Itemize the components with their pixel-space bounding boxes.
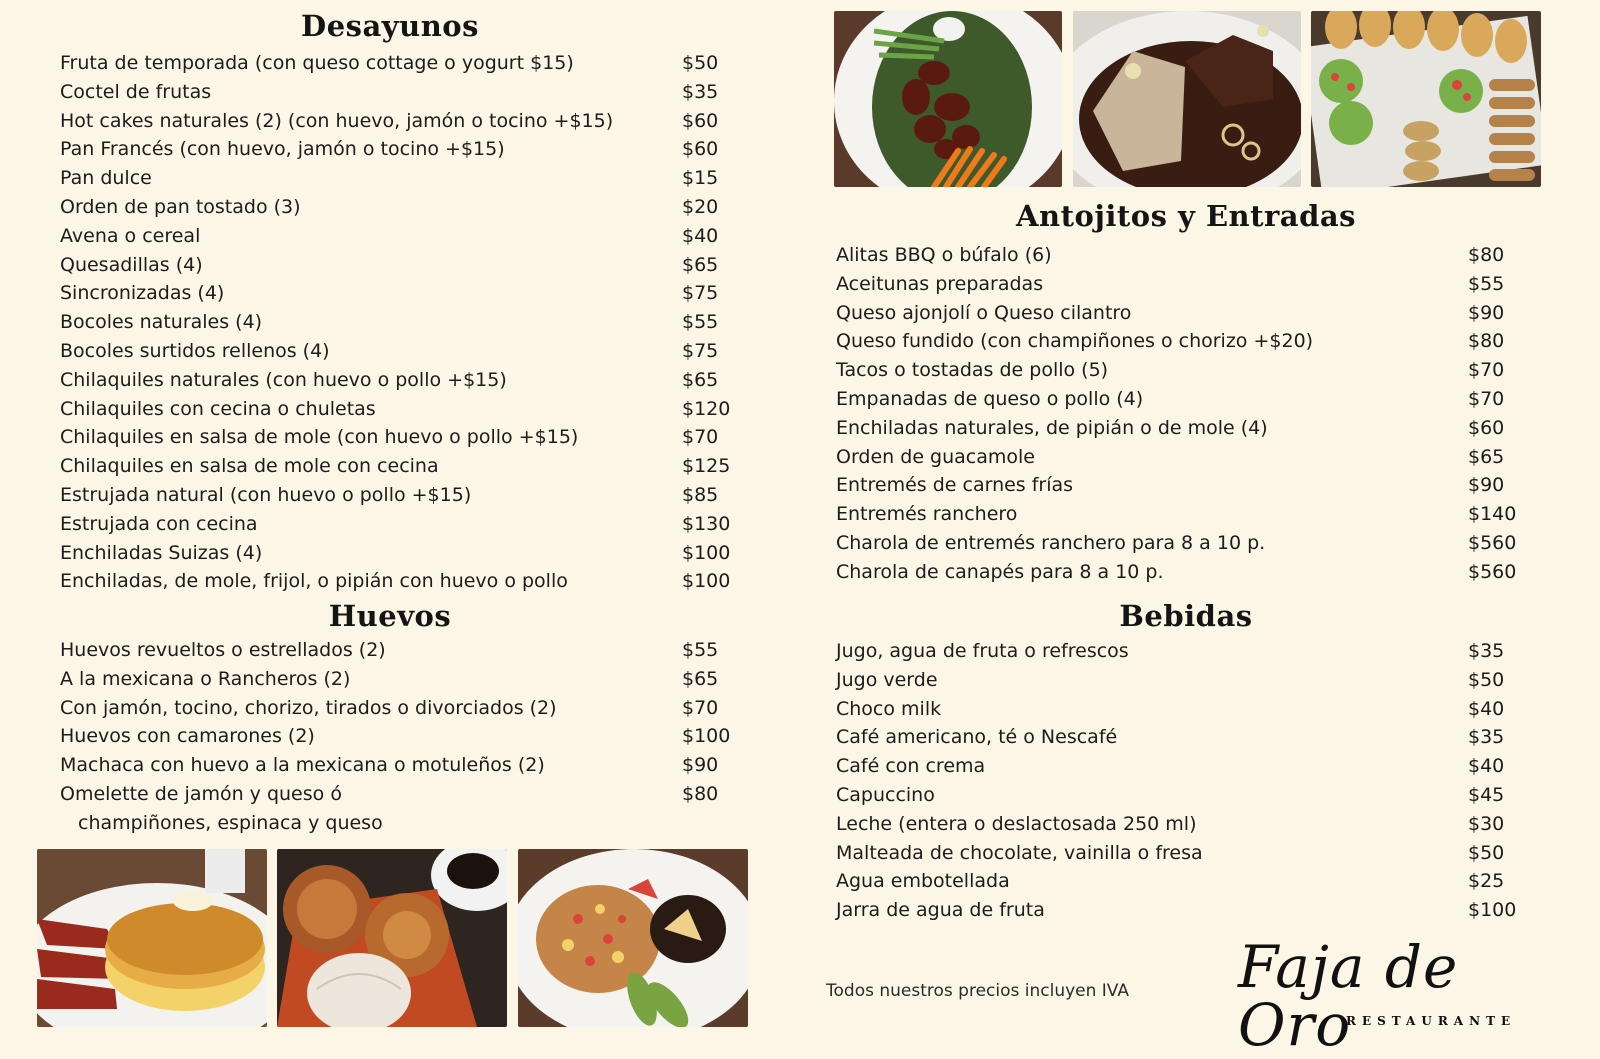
- menu-item: [60, 452, 740, 481]
- pancakes-bacon-photo: [37, 849, 267, 1027]
- menu-item-name-continued: champiñones, espinaca y queso: [78, 811, 383, 834]
- menu-item: [836, 896, 1536, 925]
- menu-item-price: $100: [1468, 899, 1517, 922]
- menu-item: [836, 299, 1536, 328]
- menu-item-price: $35: [1468, 726, 1505, 749]
- menu-item: [60, 780, 740, 838]
- menu-item: [60, 193, 740, 222]
- menu-item-price: $40: [1468, 697, 1505, 720]
- menu-item-price: $100: [682, 541, 731, 564]
- menu-item: [836, 529, 1536, 558]
- menu-item-price: $70: [682, 696, 719, 719]
- menu-item: [60, 510, 740, 539]
- menu-item: [60, 107, 740, 136]
- menu-item-name: Capuccino: [836, 783, 935, 806]
- menu-item: [60, 751, 740, 780]
- menu-item: [836, 558, 1536, 587]
- menu-item: [60, 636, 740, 665]
- menu-item-name: Chilaquiles en salsa de mole con cecina: [60, 455, 439, 478]
- menu-item-price: $55: [1468, 272, 1505, 295]
- menu-item-name: Avena o cereal: [60, 224, 201, 247]
- menu-item-price: $560: [1468, 560, 1517, 583]
- menu-item-price: $55: [682, 311, 719, 334]
- menu-item-price: $60: [682, 109, 719, 132]
- menu-item: [60, 308, 740, 337]
- menu-item: [60, 222, 740, 251]
- mole-cheese-photo: [1073, 11, 1301, 187]
- menu-item-name: Jugo verde: [836, 668, 938, 691]
- menu-item: [60, 665, 740, 694]
- menu-item-name: Queso ajonjolí o Queso cilantro: [836, 301, 1132, 324]
- menu-item-price: $120: [682, 397, 731, 420]
- menu-item: [836, 637, 1536, 666]
- menu-item-price: $40: [1468, 755, 1505, 778]
- menu-item-name: Jugo, agua de fruta o refrescos: [836, 640, 1129, 662]
- menu-item-price: $30: [1468, 812, 1505, 835]
- menu-item: [836, 810, 1536, 839]
- menu-item: [836, 356, 1536, 385]
- menu-item-name: Empanadas de queso o pollo (4): [836, 387, 1144, 410]
- menu-item: [60, 78, 740, 107]
- menu-item: [60, 481, 740, 510]
- menu-item-price: $15: [682, 167, 719, 190]
- menu-item-name: Huevos con camarones (2): [60, 725, 315, 748]
- menu-item-name: Coctel de frutas: [60, 80, 212, 103]
- menu-item-name: Choco milk: [836, 697, 942, 720]
- menu-item: [836, 666, 1536, 695]
- menu-item-name: Jarra de agua de fruta: [836, 899, 1045, 922]
- menu-item-name: Omelette de jamón y queso ó champiñones, espinaca y queso: [60, 780, 640, 838]
- menu-item-price: $75: [682, 282, 719, 305]
- menu-item-price: $140: [1468, 503, 1517, 526]
- menu-item-name: Alitas BBQ o búfalo (6): [836, 244, 1052, 266]
- menu-item: [60, 423, 740, 452]
- menu-item: [60, 251, 740, 280]
- menu-item-name: A la mexicana o Rancheros (2): [60, 667, 351, 690]
- menu-item-price: $65: [1468, 445, 1505, 468]
- menu-item-name: Queso fundido (con champiñones o chorizo +$20): [836, 330, 1314, 353]
- menu-item-price: $40: [682, 224, 719, 247]
- menu-item-name: Pan Francés (con huevo, jamón o tocino +$15): [60, 138, 505, 161]
- menu-item-price: $70: [1468, 359, 1505, 382]
- menu-item-name: Enchiladas, de mole, frijol, o pipián con huevo o pollo: [60, 570, 568, 593]
- menu-item-price: $80: [682, 782, 719, 805]
- menu-item-name: Orden de pan tostado (3): [60, 195, 301, 218]
- menu-item-price: $50: [1468, 668, 1505, 691]
- menu-item-name: Fruta de temporada (con queso cottage o yogurt $15): [60, 52, 574, 74]
- menu-item: [60, 722, 740, 751]
- menu-item: [836, 414, 1536, 443]
- menu-item-price: $130: [682, 512, 731, 535]
- menu-item: [836, 500, 1536, 529]
- menu-item-name: Estrujada natural (con huevo o pollo +$15): [60, 483, 472, 506]
- menu-item-name: Entremés de carnes frías: [836, 474, 1074, 497]
- menu-item-price: $60: [1468, 416, 1505, 439]
- iva-note: Todos nuestros precios incluyen IVA: [826, 981, 1129, 1001]
- menu-item-name: Quesadillas (4): [60, 253, 203, 276]
- menu-item: [60, 539, 740, 568]
- menu-item: [836, 471, 1536, 500]
- menu-item: [836, 781, 1536, 810]
- menu-item-name: Orden de guacamole: [836, 445, 1035, 468]
- menu-item: [836, 327, 1536, 356]
- huevos-title: Huevos: [328, 599, 452, 633]
- bebidas-list: [836, 637, 1536, 925]
- menu-item-name: Sincronizadas (4): [60, 282, 225, 305]
- menu-item: [836, 867, 1536, 896]
- menu-item-name: Huevos revueltos o estrellados (2): [60, 639, 386, 661]
- menu-item: [836, 752, 1536, 781]
- menu-item-name: Charola de entremés ranchero para 8 a 10 p.: [836, 531, 1266, 554]
- menu-item-price: $50: [1468, 841, 1505, 864]
- logo-name: Faja de Oro: [1238, 933, 1459, 1059]
- huevos-mexicana-photo: [518, 849, 748, 1027]
- menu-item: [60, 567, 740, 596]
- menu-item-name: Leche (entera o deslactosada 250 ml): [836, 812, 1197, 835]
- menu-item-name: Estrujada con cecina: [60, 512, 258, 535]
- menu-item: [836, 443, 1536, 472]
- menu-item-price: $75: [682, 339, 719, 362]
- menu-item: [60, 164, 740, 193]
- menu-item: [60, 49, 740, 78]
- menu-item-price: $70: [1468, 387, 1505, 410]
- menu-item-price: $80: [1468, 330, 1505, 353]
- menu-item: [836, 385, 1536, 414]
- menu-item-name: Hot cakes naturales (2) (con huevo, jamón o tocino +$15): [60, 109, 614, 132]
- menu-item: [836, 270, 1536, 299]
- menu-item-price: $50: [682, 52, 719, 74]
- menu-item: [836, 723, 1536, 752]
- menu-item-name: Bocoles naturales (4): [60, 311, 263, 334]
- menu-item: [60, 395, 740, 424]
- menu-item-price: $55: [682, 639, 719, 661]
- menu-item-price: $35: [1468, 640, 1505, 662]
- menu-item-price: $65: [682, 667, 719, 690]
- antojitos-platter-photo: [1311, 11, 1541, 187]
- menu-item: [836, 695, 1536, 724]
- menu-item-name: Chilaquiles naturales (con huevo o pollo +$15): [60, 368, 507, 391]
- menu-item: [60, 366, 740, 395]
- menu-item-price: $100: [682, 570, 731, 593]
- bebidas-title: Bebidas: [1119, 599, 1253, 633]
- menu-item-name: Pan dulce: [60, 167, 152, 190]
- menu-item: [60, 279, 740, 308]
- menu-item-name: Entremés ranchero: [836, 503, 1018, 526]
- menu-item-name: Café americano, té o Nescafé: [836, 726, 1118, 749]
- menu-item-price: $80: [1468, 244, 1505, 266]
- menu-item-price: $20: [682, 195, 719, 218]
- menu-item-name: Chilaquiles con cecina o chuletas: [60, 397, 376, 420]
- menu-item-name: Charola de canapés para 8 a 10 p.: [836, 560, 1164, 583]
- menu-item-price: $60: [682, 138, 719, 161]
- antojitos-title: Antojitos y Entradas: [1016, 199, 1356, 233]
- menu-item-name: Chilaquiles en salsa de mole (con huevo o pollo +$15): [60, 426, 579, 449]
- pan-dulce-photo: [277, 849, 507, 1027]
- desayunos-list: [60, 49, 740, 596]
- menu-item-price: $85: [682, 483, 719, 506]
- restaurant-logo: [1238, 933, 1578, 1059]
- menu-item-name: Tacos o tostadas de pollo (5): [836, 359, 1109, 382]
- menu-item-name: Enchiladas naturales, de pipián o de mole (4): [836, 416, 1268, 439]
- menu-item-price: $90: [1468, 301, 1505, 324]
- menu-item-price: $90: [1468, 474, 1505, 497]
- logo-subtitle: RESTAURANTE: [1346, 1014, 1517, 1028]
- menu-item: [60, 135, 740, 164]
- menu-item-price: $125: [682, 455, 731, 478]
- menu-item-name: Con jamón, tocino, chorizo, tirados o divorciados (2): [60, 696, 557, 719]
- menu-item-price: $65: [682, 368, 719, 391]
- menu-item-name: Malteada de chocolate, vainilla o fresa: [836, 841, 1203, 864]
- menu-item: [60, 337, 740, 366]
- menu-item-name: Bocoles surtidos rellenos (4): [60, 339, 330, 362]
- menu-item-price: $35: [682, 80, 719, 103]
- chicken-wings-photo: [834, 11, 1062, 187]
- menu-item: [60, 694, 740, 723]
- desayunos-title: Desayunos: [301, 9, 479, 43]
- menu-item: [836, 241, 1536, 270]
- menu-item-price: $25: [1468, 870, 1505, 893]
- menu-item-price: $45: [1468, 783, 1505, 806]
- menu-item-price: $90: [682, 754, 719, 777]
- menu-item-price: $560: [1468, 531, 1517, 554]
- antojitos-list: [836, 241, 1536, 587]
- menu-item-name: Enchiladas Suizas (4): [60, 541, 263, 564]
- huevos-list: [60, 636, 740, 838]
- menu-item-price: $70: [682, 426, 719, 449]
- menu-item-name: Aceitunas preparadas: [836, 272, 1044, 295]
- menu-item-price: $65: [682, 253, 719, 276]
- menu-item-name: Café con crema: [836, 755, 986, 778]
- menu-item-name: Agua embotellada: [836, 870, 1010, 893]
- menu-item-name: Machaca con huevo a la mexicana o motuleños (2): [60, 754, 545, 777]
- menu-item: [836, 839, 1536, 868]
- menu-item-price: $100: [682, 725, 731, 748]
